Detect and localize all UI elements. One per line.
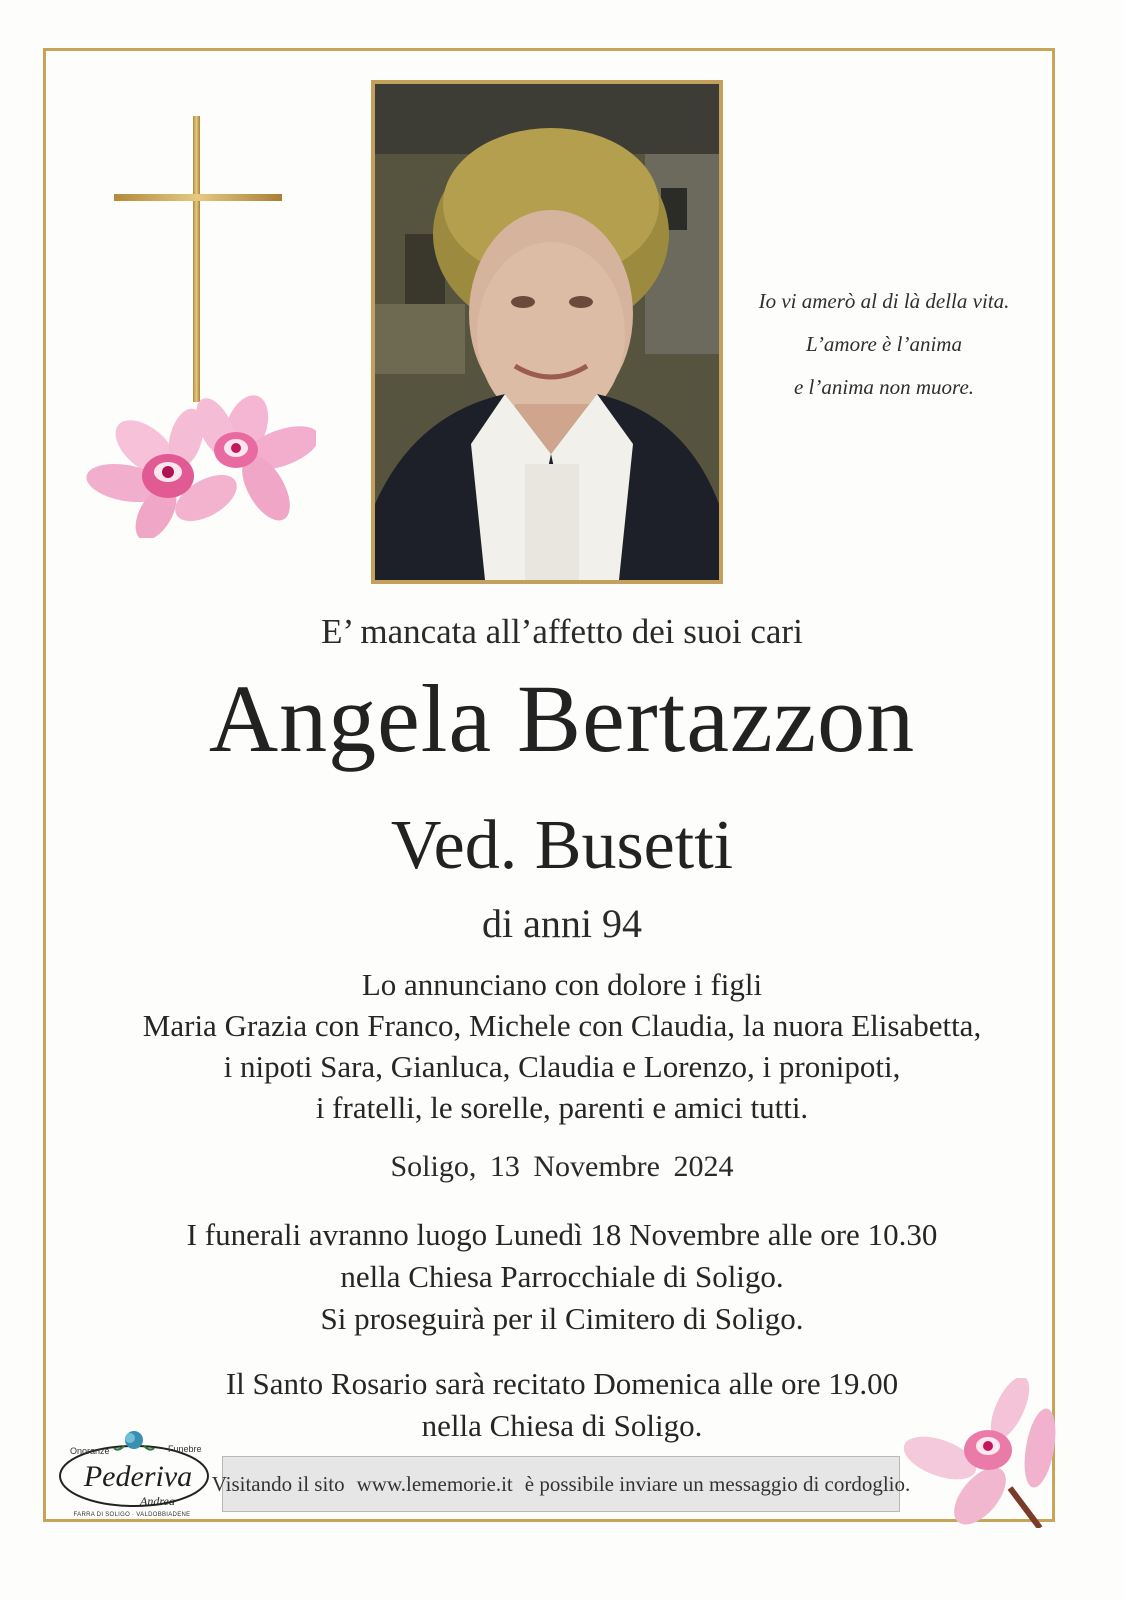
funeral-line: Si proseguirà per il Cimitero di Soligo. [320, 1301, 804, 1336]
logo-andrea-text: Andrea [140, 1494, 175, 1508]
footer-suffix: è possibile inviare un messaggio di cordoglio. [524, 1471, 911, 1496]
announcement-line: i fratelli, le sorelle, parenti e amici tutti. [315, 1090, 809, 1125]
funeral-details [0, 1214, 1124, 1340]
announcement-line: i nipoti Sara, Gianluca, Claudia e Lorenzo, i pronipoti, [223, 1049, 901, 1084]
widow-of: Ved. Busetti [390, 807, 734, 884]
quote-line: L’amore è l’anima [806, 332, 962, 356]
deceased-name: Angela Bertazzon [208, 665, 916, 772]
website-link[interactable]: www.lememorie.it [356, 1471, 513, 1496]
family-announcement [0, 964, 1124, 1128]
intro-text: E’ mancata all’affetto dei suoi cari [321, 612, 803, 651]
rosary-line: Il Santo Rosario sarà recitato Domenica alle ore 19.00 [225, 1366, 899, 1401]
footer-prefix: Visitando il sito [211, 1471, 345, 1496]
orchid-flower-icon [900, 1378, 1060, 1528]
quote-line: Io vi amerò al di là della vita. [758, 289, 1010, 313]
funeral-line: I funerali avranno luogo Lunedì 18 Novembre alle ore 10.30 [186, 1217, 938, 1252]
place-and-date: Soligo, 13 Novembre 2024 [390, 1150, 734, 1183]
announcement-line: Maria Grazia con Franco, Michele con Claudia, la nuora Elisabetta, [142, 1008, 982, 1043]
quote-line: e l’anima non muore. [793, 375, 975, 399]
portrait-photo [371, 80, 723, 584]
cross-icon [112, 114, 284, 404]
announcement-line: Lo annunciano con dolore i figli [361, 967, 763, 1002]
logo-onoranze-text: Onoranze [70, 1446, 110, 1456]
rosary-line: nella Chiesa di Soligo. [421, 1408, 703, 1443]
logo-pederiva-text: Pederiva [83, 1460, 193, 1493]
memorial-quote [734, 280, 1034, 409]
deceased-age: di anni 94 [482, 901, 642, 946]
logo-caption: FARRA DI SOLIGO · VALDOBBIADENE [73, 1512, 191, 1518]
orchid-flower-icon [86, 388, 316, 538]
logo-funebre-text: Funebre [168, 1444, 202, 1454]
condolence-message-box [211, 1456, 911, 1512]
funeral-line: nella Chiesa Parrocchiale di Soligo. [340, 1259, 784, 1294]
